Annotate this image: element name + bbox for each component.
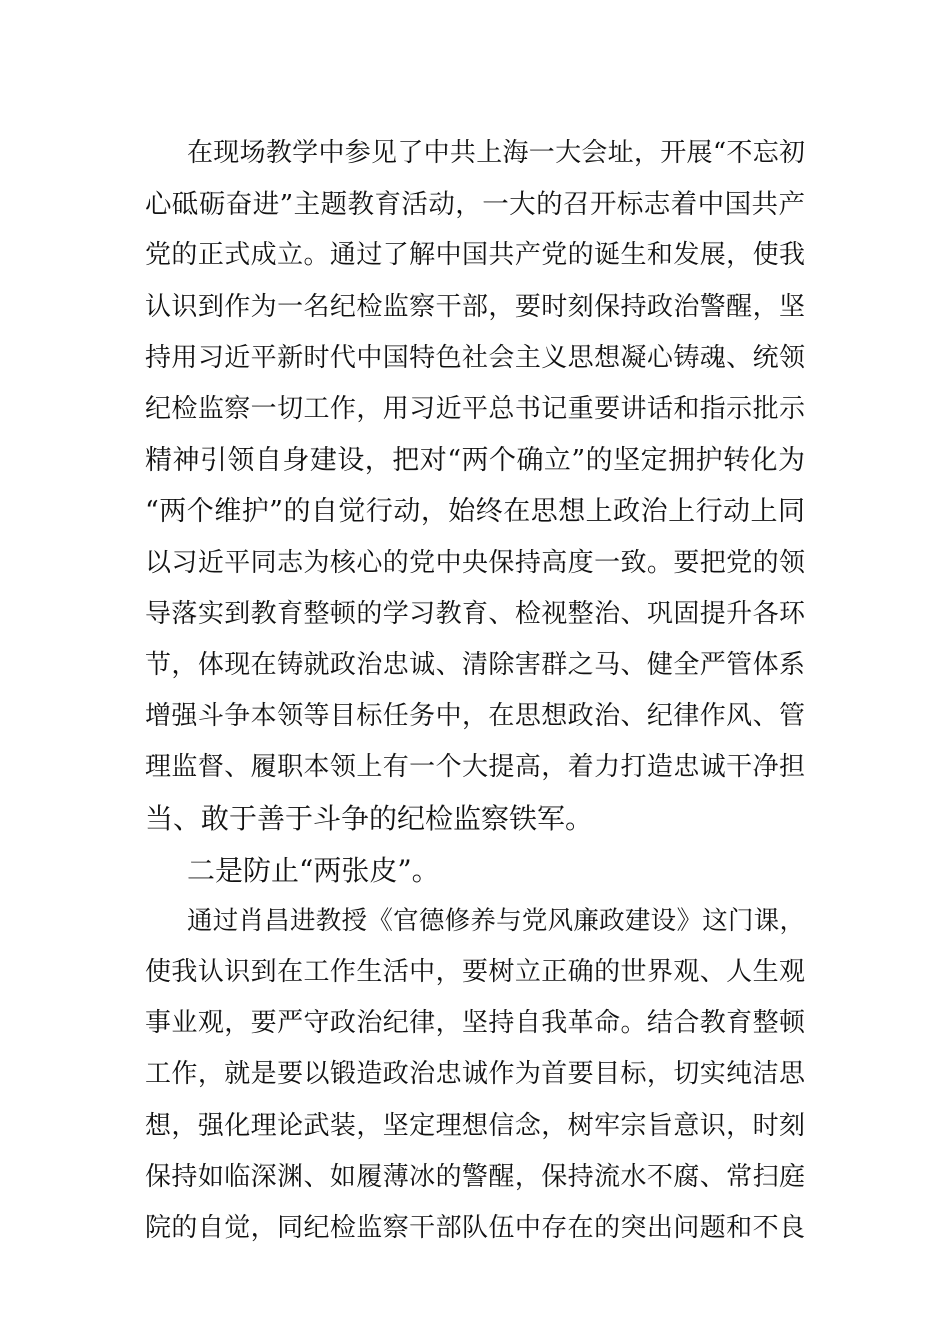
text-line: 导落实到教育整顿的学习教育、检视整治、巩固提升各环	[145, 598, 805, 629]
text-line: 持用习近平新时代中国特色社会主义思想凝心铸魂、统领	[145, 342, 805, 373]
text-line: 当、敢于善于斗争的纪检监察铁军。	[145, 802, 594, 836]
text-line: 想，强化理论武装，坚定理想信念，树牢宗旨意识，时刻	[145, 1110, 805, 1141]
text-line: 在现场教学中参见了中共上海一大会址，开展“不忘初	[187, 138, 805, 168]
text-line: 认识到作为一名纪检监察干部，要时刻保持政治警醒，坚	[145, 291, 805, 322]
text-line: 增强斗争本领等目标任务中，在思想政治、纪律作风、管	[145, 701, 805, 732]
text-line: 理监督、履职本领上有一个大提高，着力打造忠诚干净担	[145, 752, 805, 783]
body-text	[145, 128, 805, 1254]
text-line: “两个维护”的自觉行动，始终在思想上政治上行动上同	[145, 496, 805, 528]
text-line: 以习近平同志为核心的党中央保持高度一致。要把党的领	[145, 547, 805, 578]
text-line: 节，体现在铸就政治忠诚、清除害群之马、健全严管体系	[145, 649, 805, 680]
text-line: 使我认识到在工作生活中，要树立正确的世界观、人生观	[145, 957, 805, 987]
text-line: 院的自觉，同纪检监察干部队伍中存在的突出问题和不良	[145, 1212, 805, 1243]
text-line: 事业观，要严守政治纪律，坚持自我革命。结合教育整顿	[145, 1008, 805, 1039]
text-line: 党的正式成立。通过了解中国共产党的诞生和发展，使我	[145, 240, 805, 271]
text-line: 保持如临深渊、如履薄冰的警醒，保持流水不腐、常扫庭	[145, 1161, 805, 1192]
text-line: 二是防止“两张皮”。	[187, 853, 440, 887]
text-line: 纪检监察一切工作，用习近平总书记重要讲话和指示批示	[145, 393, 805, 424]
text-line: 通过肖昌进教授《官德修养与党风廉政建设》这门课，	[187, 905, 805, 936]
text-line: 精神引领自身建设，把对“两个确立”的坚定拥护转化为	[145, 445, 805, 477]
text-line: 工作，就是要以锻造政治忠诚作为首要目标，切实纯洁思	[145, 1059, 805, 1090]
text-line: 心砥砺奋进”主题教育活动，一大的召开标志着中国共产	[145, 189, 805, 221]
